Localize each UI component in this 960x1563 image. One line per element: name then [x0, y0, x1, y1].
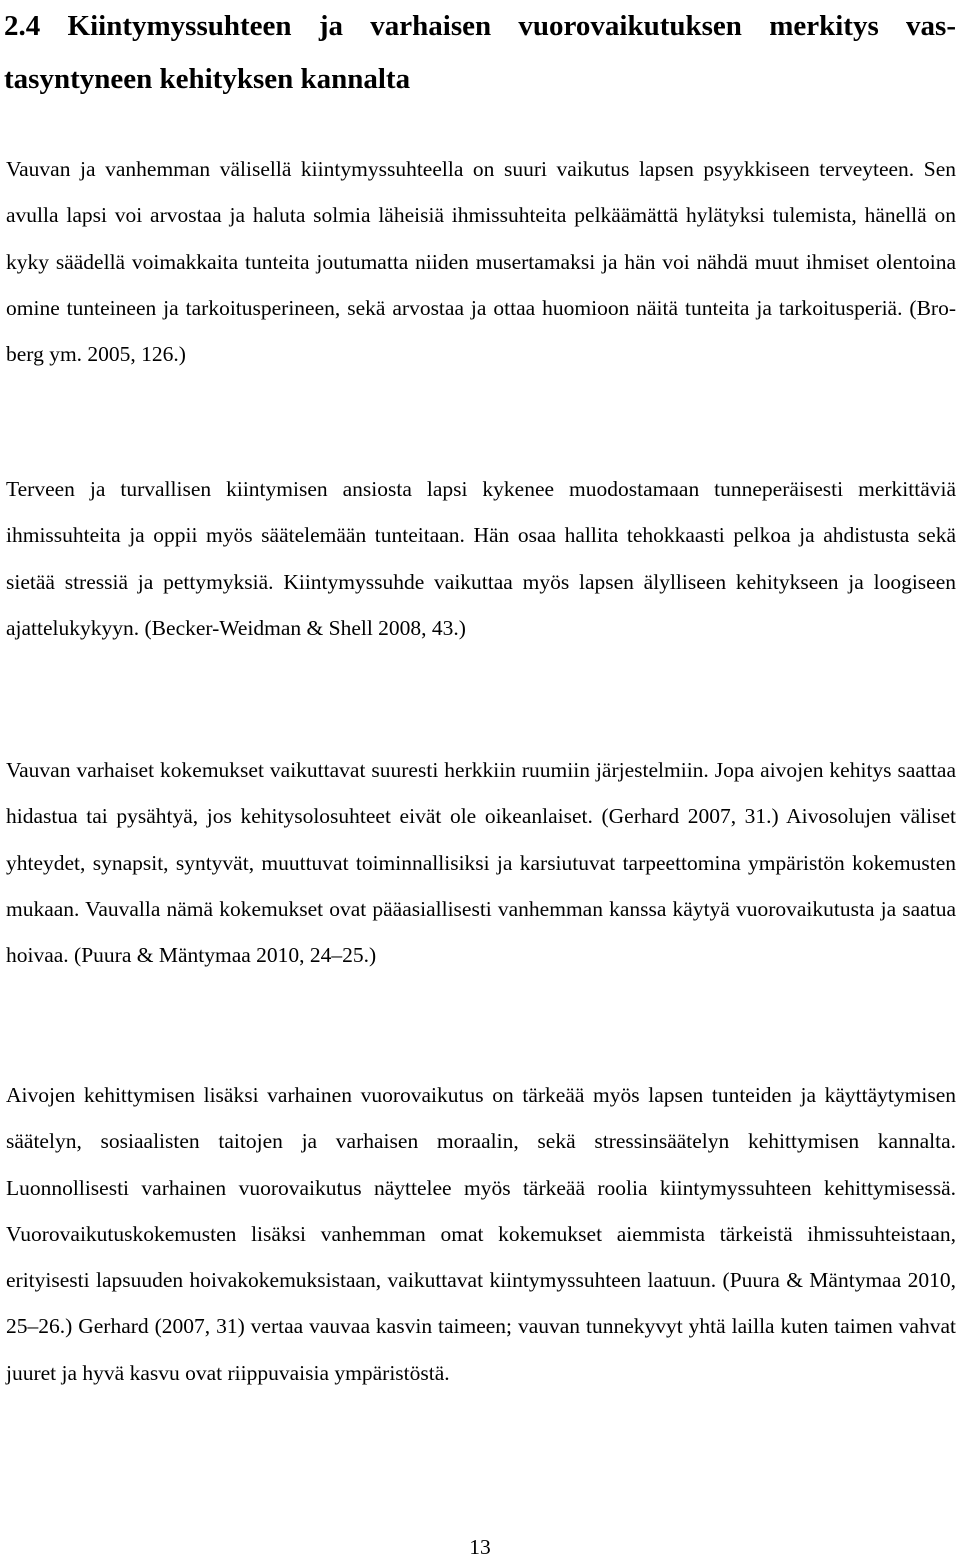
page-number: 13: [469, 1535, 491, 1559]
paragraph-secure-attachment: Terveen ja turvallisen kiintymisen ansiosta lapsi kykenee muodostamaan tunneperäisesti merkittäviä ihmissuhteita ja oppii myös säätelemään tunteitaan. Hän osaa hallita tehokkaasti pelkoa ja ahdistusta sekä sietää stressiä ja pettymyksiä. Kiintymyssuhde vaikuttaa myös lapsen älylliseen kehitykseen ja loogiseen ajattelukykyyn. (Becker-Weidman & Shell 2008, 43.): [6, 477, 956, 640]
paragraph-early-experiences: Vauvan varhaiset kokemukset vaikuttavat suuresti herkkiin ruumiin järjestelmiin. Jopa aivojen kehitys saattaa hidastua tai pysähtyä, jos kehitysolosuhteet eivät ole oikeanlaiset. (Gerhard 2007, 31.) Aivosolujen väliset yhteydet, synapsit, syntyvät, muuttuvat toiminnallisiksi ja karsiutuvat tarpeettomina ympäristön kokemusten mukaan. Vauvalla nämä kokemukset ovat pääasiallisesti vanhemman kanssa käytyä vuorovaikutusta ja saatua hoivaa. (Puura & Mäntymaa 2010, 24–25.): [6, 758, 956, 968]
paragraph-brain-development: Aivojen kehittymisen lisäksi varhainen vuorovaikutus on tärkeää myös lapsen tunteiden ja käyttäytymisen säätelyn, sosiaalisten taitojen ja varhaisen moraalin, sekä stressinsäätelyn kehittymisen kannalta. Luonnollisesti varhainen vuorovaikutus näyttelee myös tärkeää roolia kiintymyssuhteen kehittymisessä. Vuorovaikutuskokemusten lisäksi vanhemman omat kokemukset aiemmista tärkeistä ihmissuhteistaan, erityisesti lapsuuden hoivakokemuksistaan, vaikuttavat kiintymyssuhteen laatuun. (Puura & Mäntymaa 2010, 25–26.) Gerhard (2007, 31) vertaa vauvaa kasvin taimeen; vauvan tunnekyvyt yhtä lailla kuten taimen vahvat juuret ja hyvä kasvu ovat riippuvaisia ympäristöstä.: [6, 1083, 956, 1385]
section-heading: 2.4 Kiintymyssuhteen ja varhaisen vuorovaikutuksen merkitys vastasyntyneen kehityksen kannalta: [4, 10, 956, 95]
paragraph-attachment-mental-health: Vauvan ja vanhemman välisellä kiintymyssuhteella on suuri vaikutus lapsen psyykkiseen terveyteen. Sen avulla lapsi voi arvostaa ja haluta solmia läheisiä ihmissuhteita pelkäämättä hylätyksi tulemista, hänellä on kyky säädellä voimakkaita tunteita joutumatta niiden musertamaksi ja hän voi nähdä muut ihmiset olentoina omine tunteineen ja tarkoitusperineen, sekä arvostaa ja ottaa huomioon näitä tunteita ja tarkoitusperiä. (Broberg ym. 2005, 126.): [6, 157, 956, 367]
